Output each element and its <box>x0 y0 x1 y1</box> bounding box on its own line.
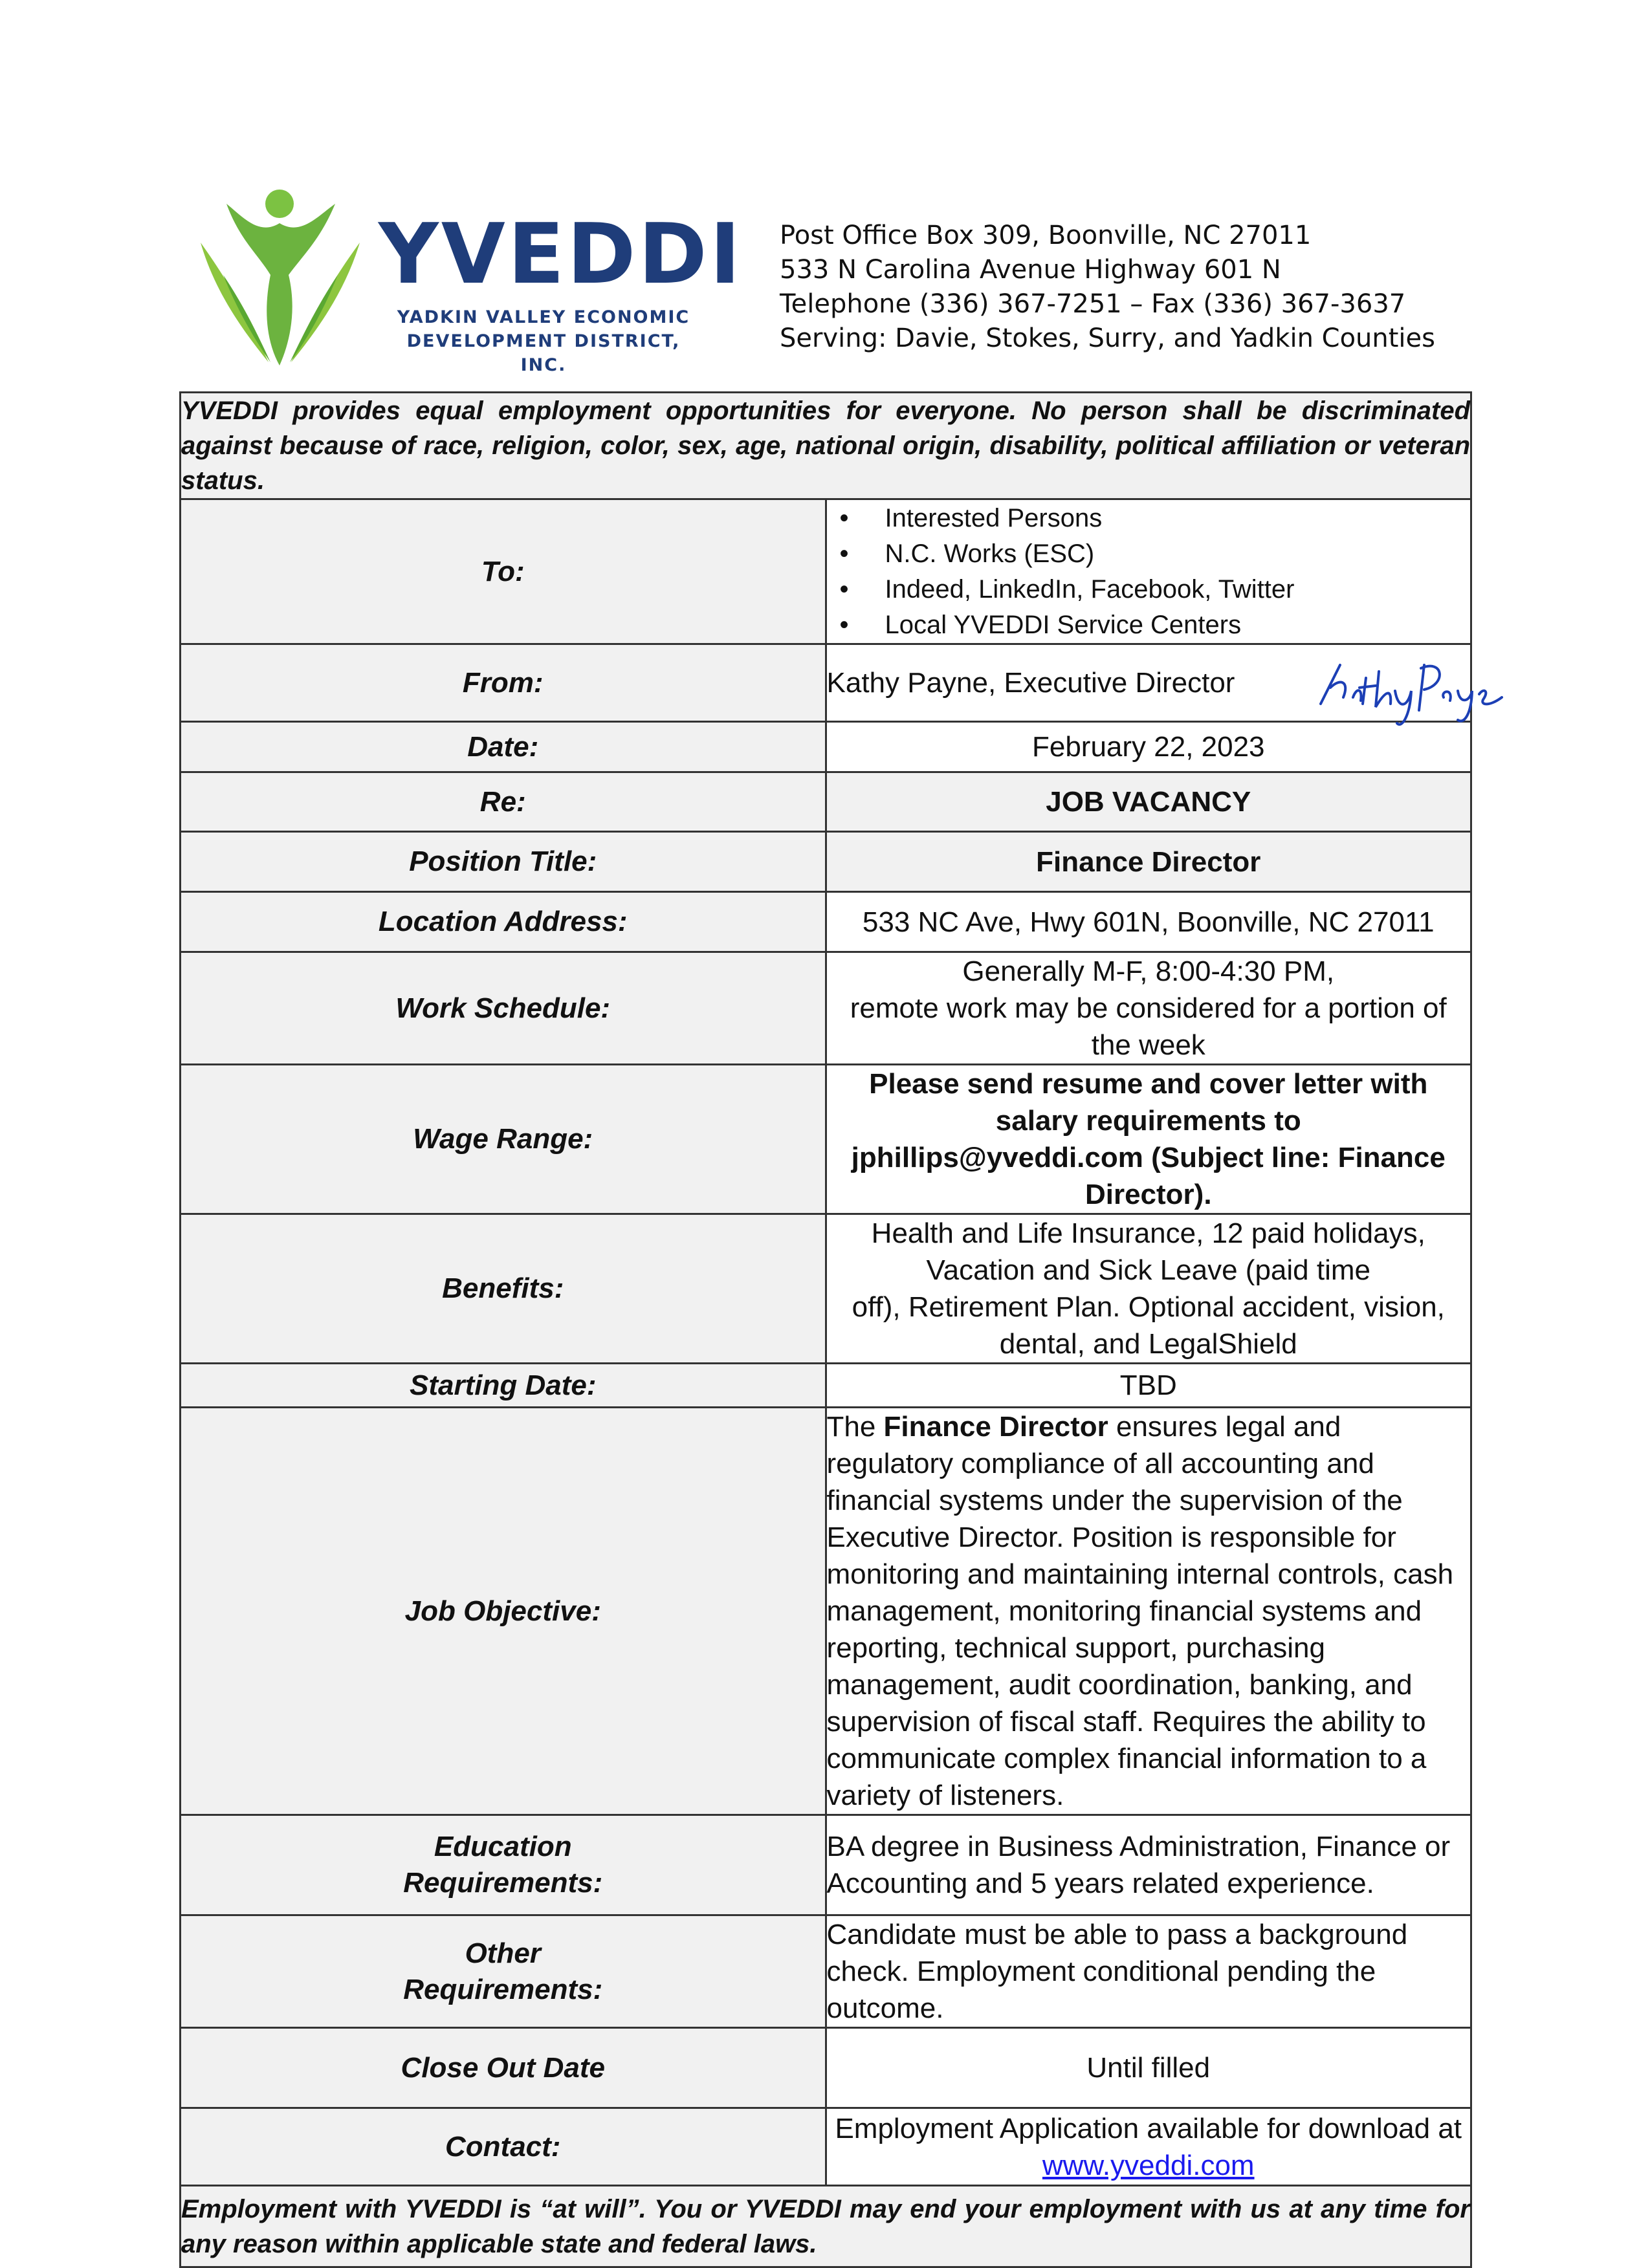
objective-text: The <box>826 1411 884 1443</box>
contact-text: Employment Application available for download at <box>835 2112 1462 2144</box>
location-value: 533 NC Ave, Hwy 601N, Boonville, NC 27011 <box>826 892 1471 952</box>
education-row <box>181 1815 1471 1915</box>
from-value <box>826 644 1471 722</box>
wage-value <box>826 1065 1471 1214</box>
to-row <box>181 499 1471 644</box>
bullet-icon: • <box>839 574 849 604</box>
logo-subtitle <box>382 305 705 377</box>
signature-icon <box>1314 652 1508 730</box>
eeo-notice: YVEDDI provides equal employment opportunities for everyone. No person shall be discriminated against because of race, religion, color, sex, age, national origin, disability, political affiliation or veteran status. <box>181 393 1471 499</box>
eeo-notice-row <box>181 393 1471 499</box>
objective-title: Finance Director <box>883 1411 1108 1443</box>
list-item <box>840 536 1471 572</box>
bullet-icon: • <box>839 610 849 639</box>
objective-text: ensures legal and regulatory compliance of all accounting and financial systems under the supervision of the Executive Director. Position is responsible for monitoring and maintaining internal controls, cash management, monitoring financial systems and reporting, technical support, purchasing management, audit coordination, banking, and supervision of fiscal staff. Requires the ability to communicate complex financial information to a variety of listeners. <box>826 1411 1454 1811</box>
position-value: Finance Director <box>826 832 1471 892</box>
schedule-value <box>826 952 1471 1065</box>
yveddi-logo <box>188 178 743 375</box>
other-label <box>181 1915 826 2028</box>
location-label: Location Address: <box>181 892 826 952</box>
location-row <box>181 892 1471 952</box>
benefits-line: off), Retirement Plan. Optional accident, vision, dental, and LegalShield <box>852 1291 1445 1360</box>
education-label-line: Education <box>434 1831 572 1862</box>
re-label: Re: <box>181 772 826 832</box>
other-label-line: Requirements: <box>403 1973 603 2005</box>
starting-row <box>181 1364 1471 1408</box>
recipient: Local YVEDDI Service Centers <box>885 610 1242 639</box>
education-label <box>181 1815 826 1915</box>
wage-line: Please send resume and cover letter with salary requirements to <box>869 1068 1428 1137</box>
from-row <box>181 644 1471 722</box>
address-line: Telephone (336) 367-7251 – Fax (336) 367-3637 <box>780 289 1406 319</box>
logo-wordmark: YVEDDI <box>379 206 743 303</box>
list-item <box>840 572 1471 607</box>
date-label: Date: <box>181 722 826 772</box>
from-label: From: <box>181 644 826 722</box>
wage-row <box>181 1065 1471 1214</box>
wage-line: jphillips@yveddi.com (Subject line: Finance Director). <box>851 1142 1446 1210</box>
date-value: February 22, 2023 <box>826 722 1471 772</box>
website-link[interactable]: www.yveddi.com <box>1042 2149 1255 2181</box>
re-value: JOB VACANCY <box>826 772 1471 832</box>
schedule-line: Generally M-F, 8:00-4:30 PM, <box>962 955 1335 987</box>
job-vacancy-table <box>179 391 1472 2268</box>
education-value: BA degree in Business Administration, Finance or Accounting and 5 years related experience. <box>826 1815 1471 1915</box>
bullet-icon: • <box>839 539 849 568</box>
contact-label: Contact: <box>181 2108 826 2186</box>
objective-label: Job Objective: <box>181 1408 826 1815</box>
logo-figure-icon <box>188 178 375 372</box>
to-value <box>826 499 1471 644</box>
benefits-label: Benefits: <box>181 1214 826 1364</box>
recipient: N.C. Works (ESC) <box>885 539 1095 568</box>
benefits-row <box>181 1214 1471 1364</box>
list-item <box>840 501 1471 536</box>
schedule-label: Work Schedule: <box>181 952 826 1065</box>
position-label: Position Title: <box>181 832 826 892</box>
address-line: Serving: Davie, Stokes, Surry, and Yadkin Counties <box>780 323 1435 353</box>
contact-value <box>826 2108 1471 2186</box>
org-address-block <box>780 219 1589 356</box>
starting-value: TBD <box>826 1364 1471 1408</box>
recipient-list <box>827 501 1471 643</box>
other-value: Candidate must be able to pass a background check. Employment conditional pending the outcome. <box>826 1915 1471 2028</box>
starting-label: Starting Date: <box>181 1364 826 1408</box>
address-line: Post Office Box 309, Boonville, NC 27011 <box>780 221 1312 250</box>
re-row <box>181 772 1471 832</box>
sender-name: Kathy Payne, Executive Director <box>826 667 1235 699</box>
address-line: 533 N Carolina Avenue Highway 601 N <box>780 255 1281 285</box>
date-row <box>181 722 1471 772</box>
recipient: Interested Persons <box>885 503 1103 532</box>
closeout-row <box>181 2028 1471 2108</box>
to-label: To: <box>181 499 826 644</box>
other-row <box>181 1915 1471 2028</box>
recipient: Indeed, LinkedIn, Facebook, Twitter <box>885 574 1295 604</box>
logo-subtitle-line1: YADKIN VALLEY ECONOMIC <box>397 307 690 327</box>
schedule-line: remote work may be considered for a portion of the week <box>850 992 1447 1061</box>
benefits-line: Health and Life Insurance, 12 paid holidays, Vacation and Sick Leave (paid time <box>871 1217 1425 1286</box>
contact-row <box>181 2108 1471 2186</box>
list-item <box>840 607 1471 643</box>
closeout-value: Until filled <box>826 2028 1471 2108</box>
at-will-row <box>181 2186 1471 2267</box>
bullet-icon: • <box>839 503 849 532</box>
closeout-label: Close Out Date <box>181 2028 826 2108</box>
other-label-line: Other <box>465 1937 541 1969</box>
objective-row <box>181 1408 1471 1815</box>
logo-subtitle-line2: DEVELOPMENT DISTRICT, INC. <box>406 331 681 375</box>
wage-label: Wage Range: <box>181 1065 826 1214</box>
schedule-row <box>181 952 1471 1065</box>
objective-value <box>826 1408 1471 1815</box>
position-row <box>181 832 1471 892</box>
at-will-notice: Employment with YVEDDI is “at will”. You or YVEDDI may end your employment with us at any time for any reason within applicable state and federal laws. <box>181 2186 1471 2267</box>
education-label-line: Requirements: <box>403 1867 603 1899</box>
benefits-value <box>826 1214 1471 1364</box>
